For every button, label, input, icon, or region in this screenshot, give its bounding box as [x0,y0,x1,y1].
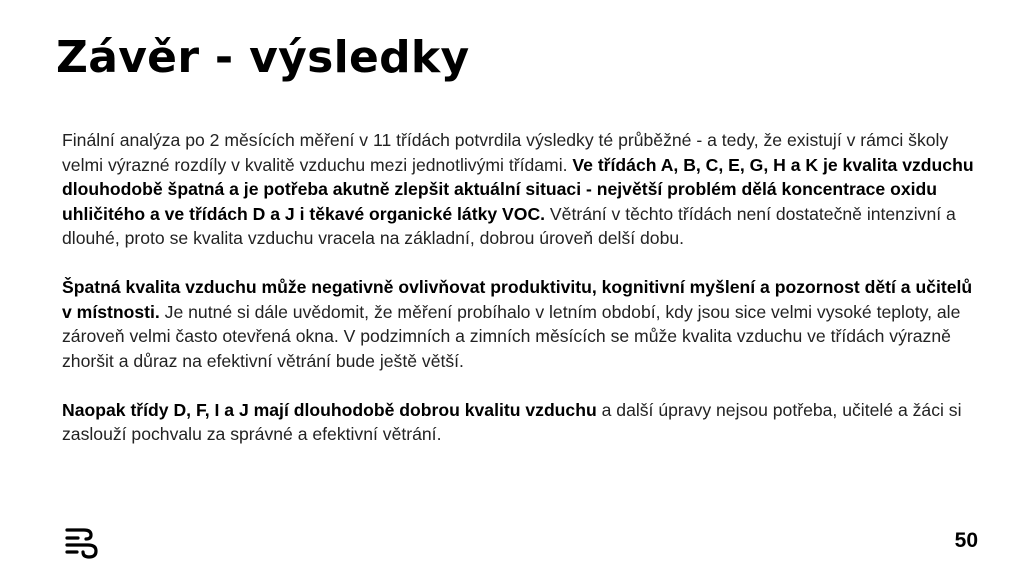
paragraph-impact [62,275,977,373]
paragraph-results [62,128,977,251]
wind-logo-svg [64,526,100,560]
paragraph-emphasis: Ve třídách A, B, C, E, G, H a K je kvalita vzduchu dlouhodobě špatná a je potřeba akutně zlepšit aktuální situaci - největší problém dělá koncentrace oxidu uhličitého a ve třídách D a J i těkavé organické látky VOC. [62,154,974,224]
paragraph-emphasis: Naopak třídy D, F, I a J mají dlouhodobě dobrou kvalitu vzduchu [62,399,597,420]
paragraph-text: a další úpravy nejsou potřeba, učitelé a žáci si zaslouží pochvalu za správné a efektivní větrání. [62,399,962,444]
wind-logo-icon [64,526,100,560]
paragraph-text: Finální analýza po 2 měsících měření v 11 třídách potvrdila výsledky té průběžné - a tedy, že existují v rámci školy velmi výrazné rozdíly v kvalitě vzduchu mezi jednotlivými třídami. [62,130,949,175]
paragraph-emphasis: Špatná kvalita vzduchu může negativně ovlivňovat produktivitu, kognitivní myšlení a pozornost dětí a učitelů v místnosti. [62,277,973,322]
paragraph-text: Je nutné si dále uvědomit, že měření probíhalo v letním období, kdy jsou sice velmi vysoké teploty, ale zároveň velmi často otevřená okna. V podzimních a zimních měsících se může kvalita vzduchu ve třídách výrazně zhoršit a důraz na efektivní větrání bude ještě větší. [62,301,961,371]
page-title: Závěr - výsledky [56,32,470,83]
slide-body [62,128,977,471]
paragraph-text: Větrání v těchto třídách není dostatečně intenzivní a dlouhé, proto se kvalita vzduchu vracela na základní, dobrou úroveň delší dobu. [62,203,956,248]
page-number: 50 [954,529,978,552]
paragraph-good-classes [62,398,977,447]
